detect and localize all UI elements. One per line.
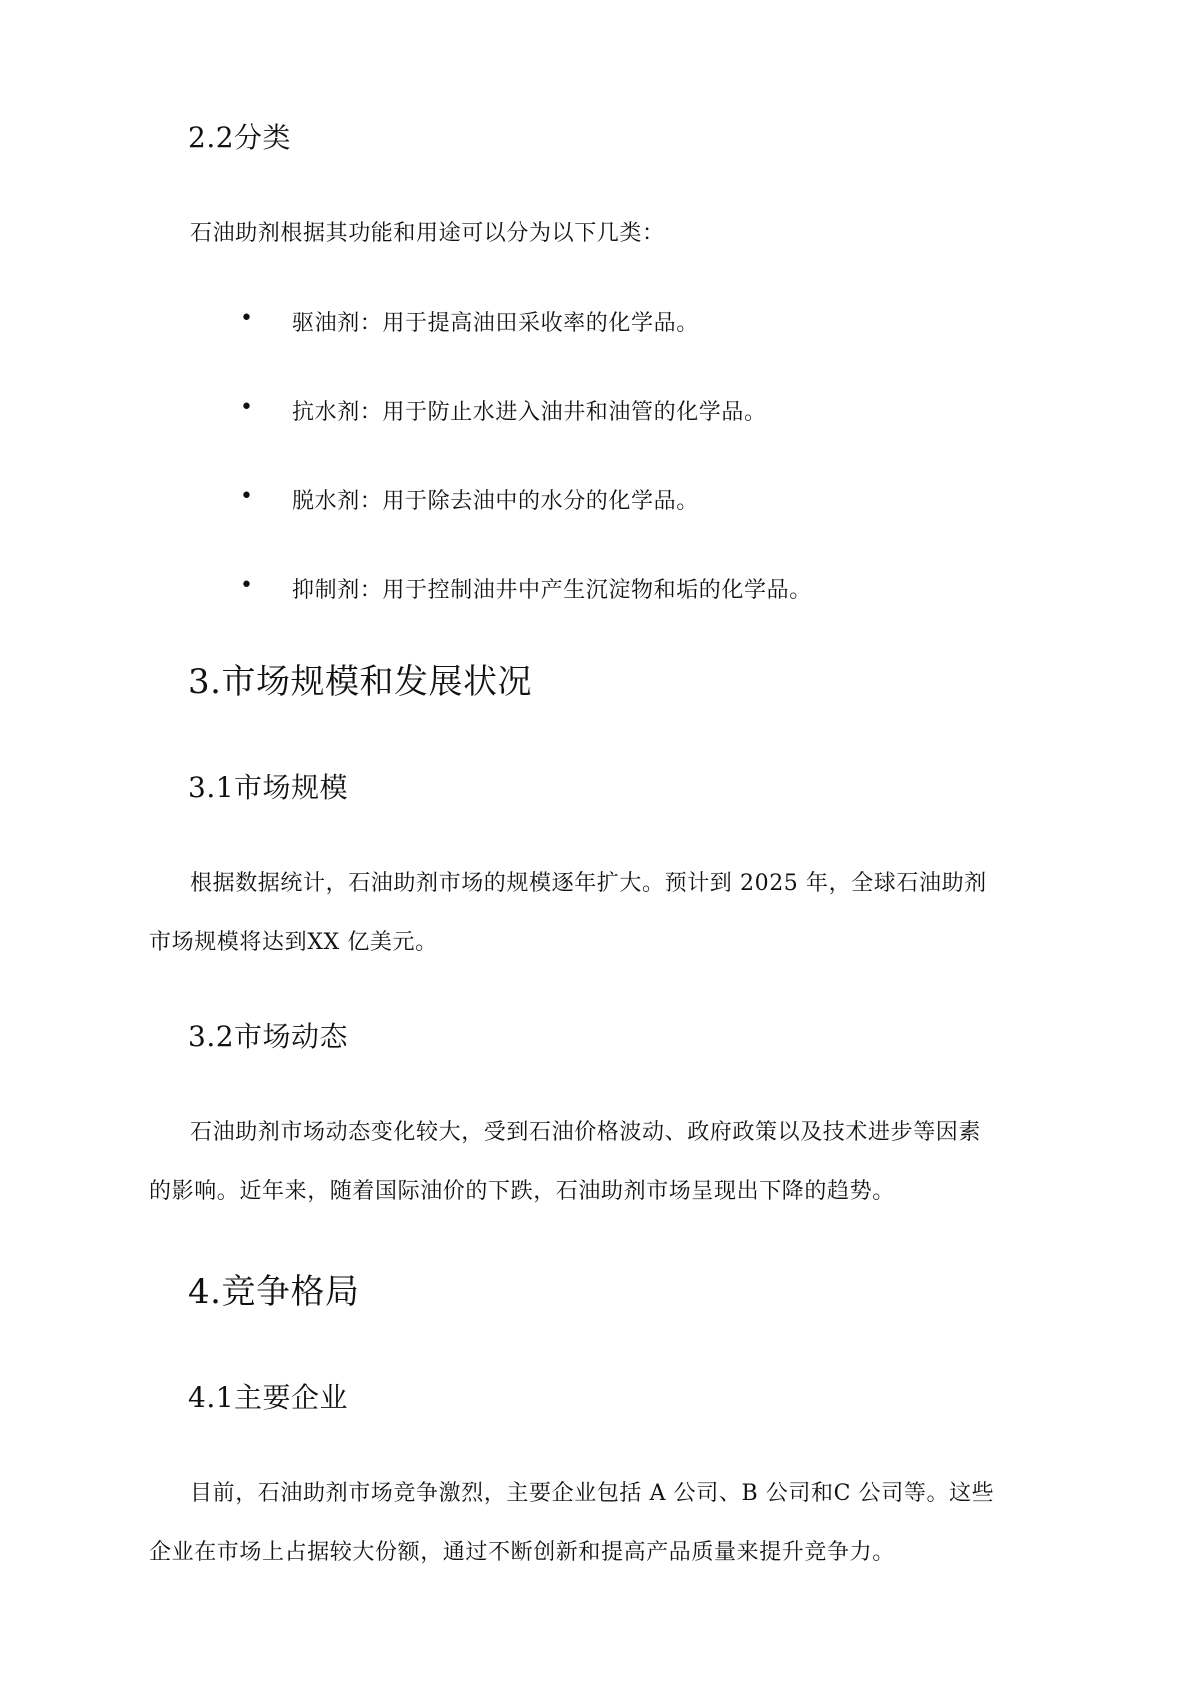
section-3-2-paragraph-line1: 石油助剂市场动态变化较大，受到石油价格波动、政府政策以及技术进步等因素 — [190, 1120, 982, 1145]
bullet-icon: • — [240, 306, 254, 331]
bullet-icon: • — [240, 573, 254, 598]
section-3-heading: 3.市场规模和发展状况 — [188, 662, 532, 702]
section-3-1-paragraph-line1: 根据数据统计，石油助剂市场的规模逐年扩大。预计到 2025 年，全球石油助剂 — [190, 871, 987, 896]
section-3-1-heading: 3.1市场规模 — [188, 771, 349, 804]
bullet-icon: • — [240, 484, 254, 509]
list-item-text: 驱油剂：用于提高油田采收率的化学品。 — [292, 311, 699, 336]
section-4-1-paragraph-line1: 目前，石油助剂市场竞争激烈，主要企业包括 A 公司、B 公司和C 公司等。这些 — [190, 1481, 995, 1506]
bullet-icon: • — [240, 395, 254, 420]
section-3-2-heading: 3.2市场动态 — [188, 1020, 349, 1053]
list-item-text: 抗水剂：用于防止水进入油井和油管的化学品。 — [292, 400, 767, 425]
list-item-text: 脱水剂：用于除去油中的水分的化学品。 — [292, 489, 699, 514]
section-4-1-heading: 4.1主要企业 — [188, 1381, 349, 1414]
section-3-1-paragraph-line2: 市场规模将达到XX 亿美元。 — [149, 930, 438, 955]
section-3-2-paragraph-line2: 的影响。近年来，随着国际油价的下跌，石油助剂市场呈现出下降的趋势。 — [149, 1179, 895, 1204]
section-4-heading: 4.竞争格局 — [188, 1272, 360, 1312]
section-2-2-intro: 石油助剂根据其功能和用途可以分为以下几类： — [190, 221, 665, 246]
section-2-2-heading: 2.2分类 — [188, 121, 292, 154]
section-4-1-paragraph-line2: 企业在市场上占据较大份额，通过不断创新和提高产品质量来提升竞争力。 — [149, 1540, 895, 1565]
list-item-text: 抑制剂：用于控制油井中产生沉淀物和垢的化学品。 — [292, 578, 812, 603]
